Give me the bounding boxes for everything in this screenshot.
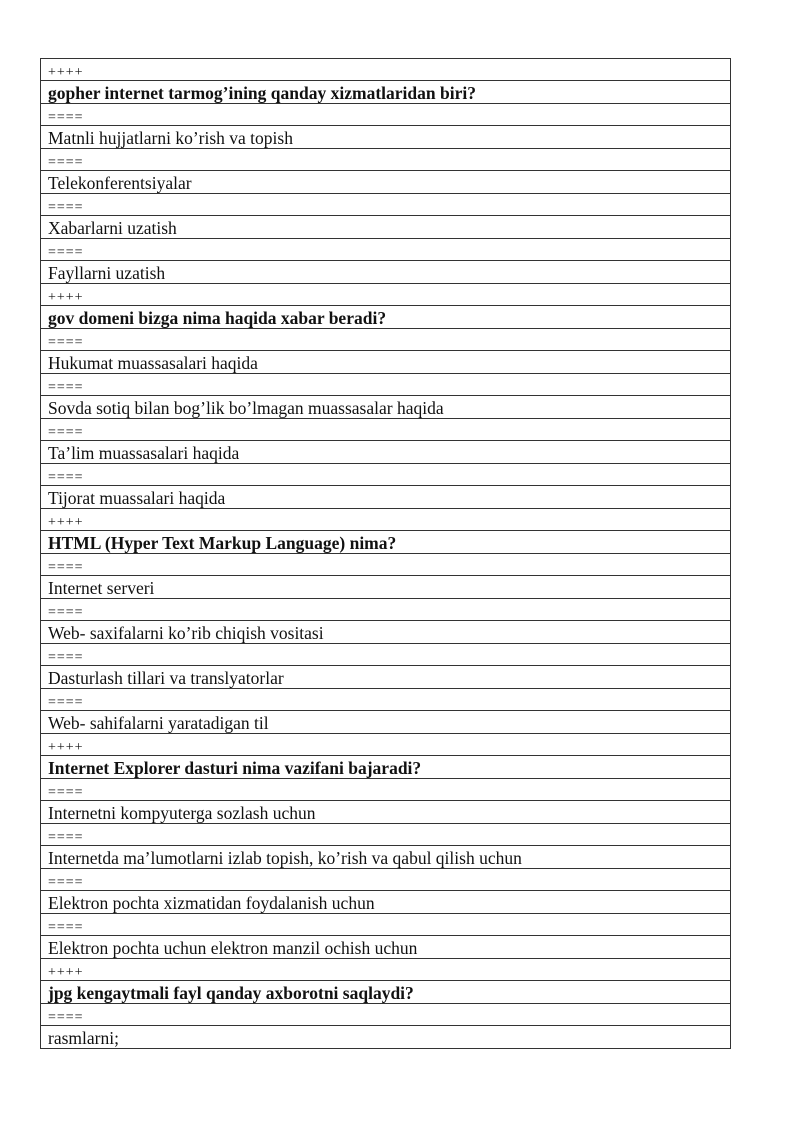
- question-text: jpg kengaytmali fayl qanday axborotni saqlaydi?: [41, 980, 731, 1004]
- separator-row: [41, 419, 731, 441]
- answer-text: Sovda sotiq bilan bog’lik bo’lmagan muassasalar haqida: [41, 395, 731, 419]
- answer-text: Dasturlash tillari va translyatorlar: [41, 665, 731, 689]
- separator-row: [41, 644, 731, 666]
- question-row: [41, 755, 731, 779]
- answer-text: Elektron pochta xizmatidan foydalanish uchun: [41, 890, 731, 914]
- separator-text: ====: [41, 149, 731, 171]
- answer-text: Ta’lim muassasalari haqida: [41, 440, 731, 464]
- separator-text: ====: [41, 824, 731, 846]
- question-text: gov domeni bizga nima haqida xabar beradi?: [41, 305, 731, 329]
- answer-text: Elektron pochta uchun elektron manzil ochish uchun: [41, 935, 731, 959]
- answer-row: [41, 440, 731, 464]
- separator-row: [41, 284, 731, 306]
- answer-text: Web- saxifalarni ko’rib chiqish vositasi: [41, 620, 731, 644]
- question-row: [41, 80, 731, 104]
- separator-text: ====: [41, 599, 731, 621]
- answer-text: Internetni kompyuterga sozlash uchun: [41, 800, 731, 824]
- separator-text: ====: [41, 644, 731, 666]
- answer-row: [41, 350, 731, 374]
- separator-text: ====: [41, 419, 731, 441]
- separator-row: [41, 824, 731, 846]
- separator-text: ++++: [41, 959, 731, 981]
- separator-row: [41, 734, 731, 756]
- question-text: Internet Explorer dasturi nima vazifani bajaradi?: [41, 755, 731, 779]
- answer-row: [41, 800, 731, 824]
- separator-text: ====: [41, 104, 731, 126]
- answer-row: [41, 845, 731, 869]
- separator-text: ++++: [41, 59, 731, 81]
- answer-text: Telekonferentsiyalar: [41, 170, 731, 194]
- separator-row: [41, 689, 731, 711]
- question-row: [41, 305, 731, 329]
- separator-row: [41, 464, 731, 486]
- quiz-table: [40, 58, 731, 1049]
- question-text: gopher internet tarmog’ining qanday xizmatlaridan biri?: [41, 80, 731, 104]
- answer-row: [41, 395, 731, 419]
- question-text: HTML (Hyper Text Markup Language) nima?: [41, 530, 731, 554]
- answer-text: Matnli hujjatlarni ko’rish va topish: [41, 125, 731, 149]
- answer-text: Tijorat muassalari haqida: [41, 485, 731, 509]
- answer-text: Fayllarni uzatish: [41, 260, 731, 284]
- answer-text: Hukumat muassasalari haqida: [41, 350, 731, 374]
- separator-row: [41, 104, 731, 126]
- separator-text: ++++: [41, 284, 731, 306]
- answer-row: [41, 485, 731, 509]
- question-row: [41, 980, 731, 1004]
- question-row: [41, 530, 731, 554]
- separator-text: ====: [41, 869, 731, 891]
- separator-row: [41, 329, 731, 351]
- answer-row: [41, 710, 731, 734]
- separator-row: [41, 914, 731, 936]
- answer-row: [41, 890, 731, 914]
- answer-row: [41, 170, 731, 194]
- separator-row: [41, 869, 731, 891]
- separator-row: [41, 194, 731, 216]
- separator-text: ====: [41, 914, 731, 936]
- separator-text: ++++: [41, 509, 731, 531]
- separator-text: ====: [41, 689, 731, 711]
- separator-row: [41, 959, 731, 981]
- separator-text: ====: [41, 554, 731, 576]
- separator-text: ====: [41, 779, 731, 801]
- quiz-table-body: [41, 59, 731, 1049]
- answer-row: [41, 620, 731, 644]
- answer-row: [41, 260, 731, 284]
- answer-row: [41, 1025, 731, 1049]
- separator-text: ====: [41, 1004, 731, 1026]
- answer-text: Web- sahifalarni yaratadigan til: [41, 710, 731, 734]
- answer-row: [41, 125, 731, 149]
- answer-text: Internet serveri: [41, 575, 731, 599]
- separator-row: [41, 779, 731, 801]
- answer-row: [41, 215, 731, 239]
- separator-text: ====: [41, 464, 731, 486]
- separator-text: ====: [41, 194, 731, 216]
- answer-row: [41, 575, 731, 599]
- separator-text: ++++: [41, 734, 731, 756]
- answer-row: [41, 935, 731, 959]
- separator-row: [41, 374, 731, 396]
- separator-text: ====: [41, 329, 731, 351]
- separator-row: [41, 149, 731, 171]
- answer-text: Internetda ma’lumotlarni izlab topish, ko’rish va qabul qilish uchun: [41, 845, 731, 869]
- separator-row: [41, 509, 731, 531]
- separator-text: ====: [41, 374, 731, 396]
- answer-row: [41, 665, 731, 689]
- separator-row: [41, 599, 731, 621]
- separator-row: [41, 554, 731, 576]
- answer-text: Xabarlarni uzatish: [41, 215, 731, 239]
- separator-row: [41, 59, 731, 81]
- separator-row: [41, 1004, 731, 1026]
- answer-text: rasmlarni;: [41, 1025, 731, 1049]
- separator-text: ====: [41, 239, 731, 261]
- separator-row: [41, 239, 731, 261]
